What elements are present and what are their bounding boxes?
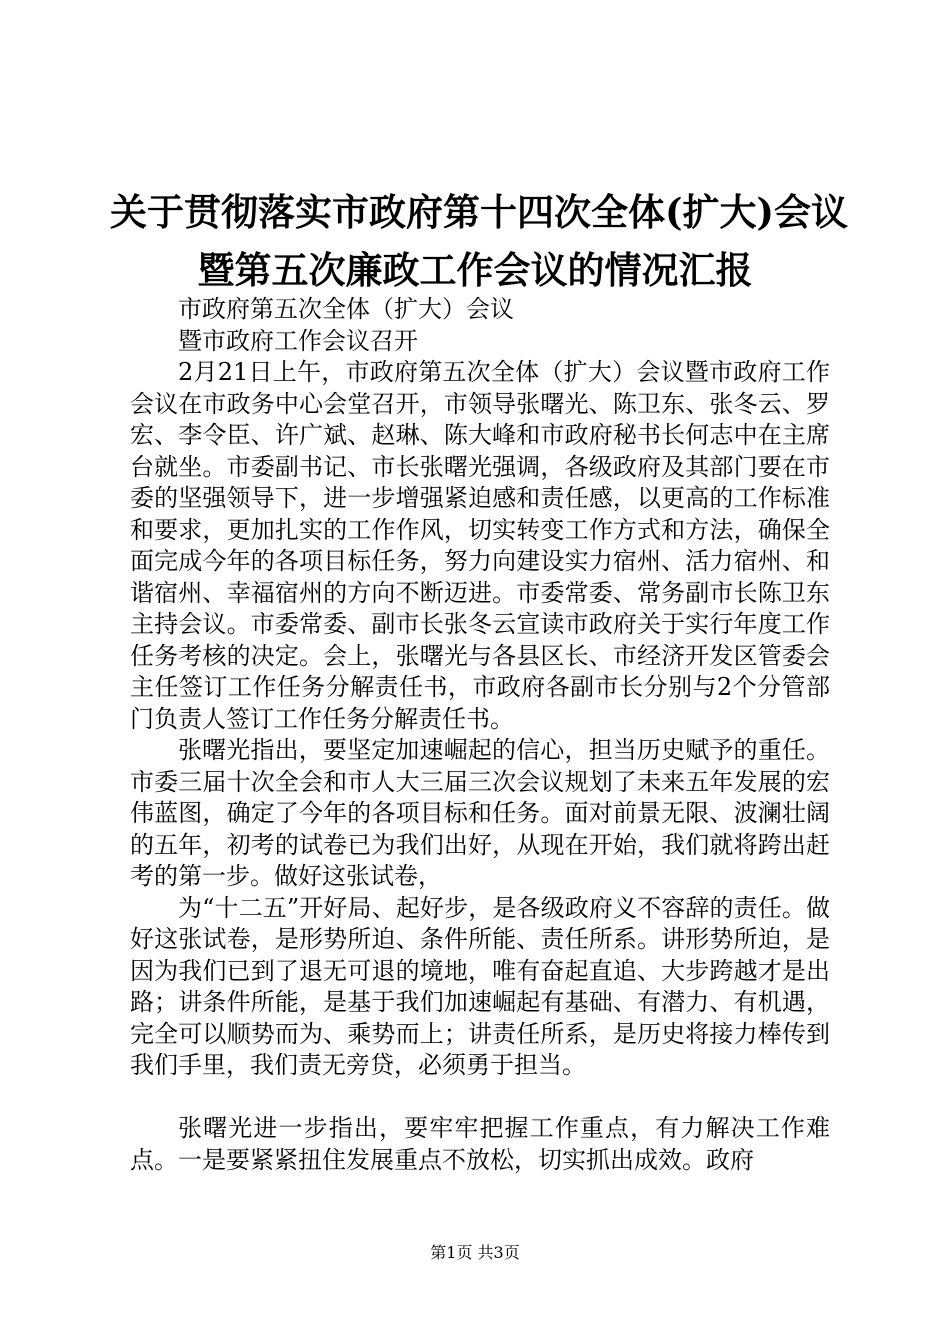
subheading-line-1: 市政府第五次全体（扩大）会议 [178,295,514,323]
paragraph-meeting-overview: 2月21日上午，市政府第五次全体（扩大）会议暨市政府工作会议在市政务中心会堂召开，市领导张曙光、陈卫东、张冬云、罗宏、李令臣、许广斌、赵琳、陈大峰和市政府秘书长何志中在主席台就坐。市委副书记、市长张曙光强调，各级政府及其部门要在市委的坚强领导下，进一步增强紧迫感和责任感，以更高的工作标准和要求，更加扎实的工作作风，切实转变工作方式和方法，确保全面完成今年的各项目标任务，努力向建设实力宿州、活力宿州、和谐宿州、幸福宿州的方向不断迈进。市委常委、常务副市长陈卫东主持会议。市委常委、副市长张冬云宣读市政府关于实行年度工作任务考核的决定。会上，张曙光与各县区长、市经济开发区管委会主任签订工作任务分解责任书，市政府各副市长分别与2个分管部门负责人签订工作任务分解责任书。 [130,358,830,733]
paragraph-work-priorities: 张曙光进一步指出，要牢牢把握工作重点，有力解决工作难点。一是要紧紧扭住发展重点不放松，切实抓出成效。政府 [130,1114,830,1174]
page-number-footer: 第1页 共3页 [430,1243,520,1262]
paragraph-responsibility: 为“十二五”开好局、起好步，是各级政府义不容辞的责任。做好这张试卷，是形势所迫、条件所能、责任所系。讲形势所迫，是因为我们已到了退无可退的境地，唯有奋起直追、大步跨越才是出路；讲条件所能，是基于我们加速崛起有基础、有潜力、有机遇，完全可以顺势而为、乘势而上；讲责任所系，是历史将接力棒传到我们手里，我们责无旁贷，必须勇于担当。 [130,893,830,1079]
paragraph-confidence: 张曙光指出，要坚定加速崛起的信心，担当历史赋予的重任。市委三届十次全会和市人大三届三次会议规划了未来五年发展的宏伟蓝图，确定了今年的各项目标和任务。面对前景无限、波澜壮阔的五年，初考的试卷已为我们出好，从现在开始，我们就将跨出赶考的第一步。做好这张试卷， [130,736,830,890]
subheading-line-2: 暨市政府工作会议召开 [178,326,418,355]
document-title-line-1: 关于贯彻落实市政府第十四次全体(扩大)会议 [110,190,849,234]
document-title-line-2: 暨第五次廉政工作会议的情况汇报 [197,248,753,292]
document-body [130,294,830,1176]
